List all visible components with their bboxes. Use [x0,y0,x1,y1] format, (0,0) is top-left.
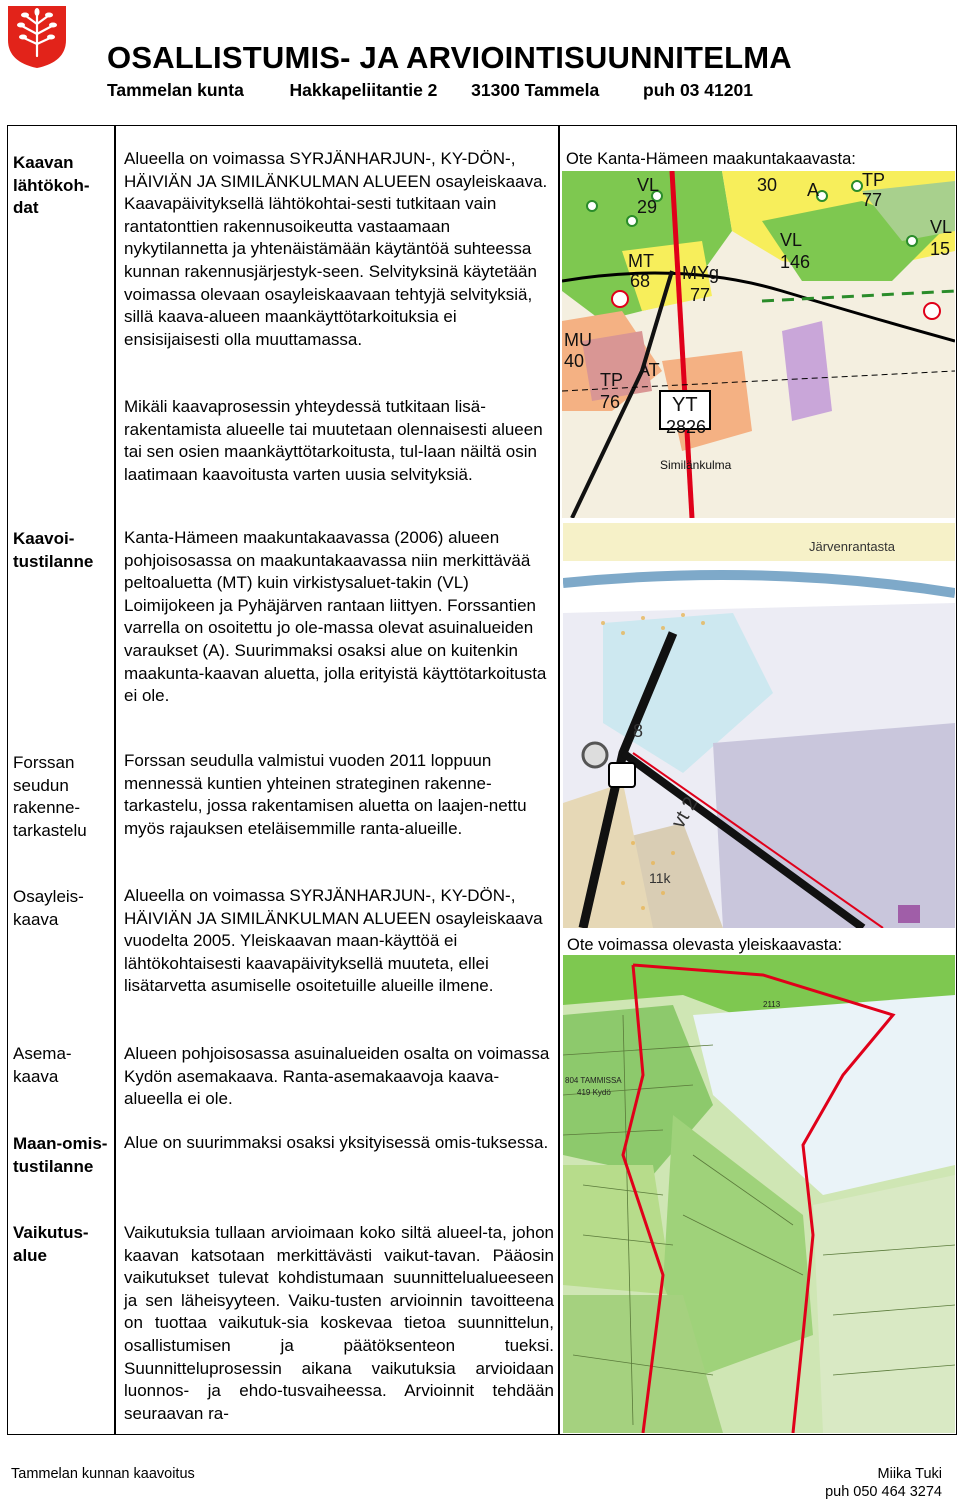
municipality-crest-logo [6,4,68,70]
map2-label: Järvenrantasta [809,539,895,554]
section-label-lahtokohdat: Kaavan lähtökoh-dat [13,153,90,217]
map2-label: 11k [649,870,671,886]
map-caption-maakuntakaava: Ote Kanta-Hämeen maakuntakaavasta: [566,150,856,168]
page-title: OSALLISTUMIS- JA ARVIOINTISUUNNITELMA [107,40,792,75]
map1-label: VL [637,175,660,195]
map2-label: vt 2 [667,793,703,833]
section-text-lahtokohdat-2: Mikäli kaavaprosessin yhteydessä tutkitaan lisä-rakentamista alueelle tai muutetaan olennaisesti alueen tai sen osien maankäyttötarkoitusta, tul-laan näiltä osin laatimaan kaavoitusta varten uusia selvityksiä. [124,397,543,484]
column-divider [114,125,116,1435]
map1-label: A [807,180,820,200]
map1-label: MU [564,330,592,350]
section-label-kaavoitustilanne: Kaavoi-tustilanne [13,529,94,571]
map1-label: 77 [862,190,883,210]
map1-label: 29 [637,197,658,217]
header-org: Tammelan kunta [107,80,244,100]
map1-label: Similänkulma [660,458,732,472]
map3-label: 419 Kydö [577,1088,611,1097]
header-postal: 31300 Tammela [471,80,600,100]
map1-label: 30 [757,175,778,195]
section-text-lahtokohdat-1: Alueella on voimassa SYRJÄNHARJUN-, KY-DÖN-, HÄIVIÄN JA SIMILÄNKULMAN ALUEEN osayleiskaava. Kaavapäivityksellä lähtökohtai-sesti tutkitaan vain rantatonttien rakennusoikeutta vastaamaan nykytilannetta ja yhtenäistämään käytäntöä suhteessa kunnan rakennusjärjestyk-seen. Selvityksinä käytetään voimassa olevaan osayleiskaavaan tehtyjä selvityksiä, sillä kaava-alueen maankäyttötarkoituksia ei ensisijaisesti olla muuttamassa. [124,149,548,349]
map-yleiskaava [563,955,955,1433]
section-label-maanomistus: Maan-omis-tustilanne [13,1134,108,1176]
section-label-rakennetarkastelu: Forssan seudun rakenne-tarkastelu [13,753,87,840]
map1-label: TP [862,171,886,190]
map1-label: 15 [930,239,951,259]
column-divider [558,125,560,1435]
header-phone: puh 03 41201 [643,80,753,100]
section-text-vaikutusalue: Vaikutuksia tullaan arvioimaan koko siltä alueel-ta, johon kaavan katsotaan merkittävästi vaikut-tavan. Pääosin vaikutukset tulevat kohdistumaan suunnittelualueeseen ja sen läheisyyteen. Vaiku-tusten arvioinnin tavoitteena on tuottaa vaikutuk-sia koskevaa tietoa suunnittelun, osallistumisen ja päätöksenteon tueksi. Suunnitteluprosessin aikana vaikutuksia arvioidaan luonnos- ja ehdo-tusvaiheessa. Arvioinnit tehdään seuraavan ra- [124,1223,554,1423]
section-text-rakennetarkastelu: Forssan seudulla valmistui vuoden 2011 loppuun mennessä kuntien yhteinen strateginen rakenne-tarkastelu, jossa rakentamisen aluetta on laajen-nettu myös rajauksen eteläisemmille ranta-alueille. [124,751,527,838]
footer-contact-name: Miika Tuki [877,1466,942,1482]
map-maakuntakaava [562,171,955,518]
section-label-asemakaava: Asema-kaava [13,1044,72,1086]
section-text-asemakaava: Alueen pohjoisosassa asuinalueiden osalta on voimassa Kydön asemakaava. Ranta-asemakaavoja kaava-alueella ei ole. [124,1044,550,1109]
map1-label: TP [600,370,624,390]
map1-label: 40 [564,351,585,371]
map3-label: 2113 [763,1000,781,1009]
map1-label: YT [672,394,698,416]
map1-label: AT [638,360,660,380]
map2-label: 8 [633,721,644,741]
section-label-osayleiskaava: Osayleis-kaava [13,887,84,929]
section-label-vaikutusalue: Vaikutus-alue [13,1223,89,1265]
section-text-maanomistus: Alue on suurimmaksi osaksi yksityisessä omis-tuksessa. [124,1133,549,1152]
header-contact-line [107,80,753,101]
map1-label: 68 [630,271,651,291]
footer-contact-phone: puh 050 464 3274 [825,1484,942,1500]
map1-label: VL [780,230,803,250]
section-text-osayleiskaava: Alueella on voimassa SYRJÄNHARJUN-, KY-DÖN-, HÄIVIÄN JA SIMILÄNKULMAN ALUEEN osayleiskaava vuodelta 2005. Yleiskaavan maan-käyttöä ei lähtökohtaisesti kaavapäivityksellä muuteta, ellei lisätarvetta asumiselle osoitetuille alueille ilmene. [124,886,543,996]
map-caption-yleiskaava: Ote voimassa olevasta yleiskaavasta: [567,936,843,954]
map1-label: MT [628,251,654,271]
map1-label: VL [930,217,953,237]
map-rakennetarkastelu [563,523,955,928]
map3-label: 804 TAMMISSA [565,1076,622,1085]
map1-label: 77 [690,285,711,305]
footer-department: Tammelan kunnan kaavoitus [11,1466,195,1482]
header-address: Hakkapeliitantie 2 [289,80,438,100]
map1-label: 2826 [666,417,707,437]
map1-label: MYg [682,263,720,283]
map1-label: 76 [600,392,621,412]
section-text-kaavoitustilanne: Kanta-Hämeen maakuntakaavassa (2006) alueen pohjoisosassa on maakuntakaavassa niin merkittävää peltoaluetta (MT) kuin virkistysaluet-takin (VL) Loimijokeen ja Pyhäjärven rantaan liittyen. Forssantien varrella on osoitettu jo ole-massa olevat asuinalueiden varaukset (A). Suurimmaksi osaksi alue on kuitenkin maakunta-kaavan aluetta, jolla erityistä käyttötarkoitusta ei ole. [124,528,547,706]
map1-label: 146 [780,252,811,272]
